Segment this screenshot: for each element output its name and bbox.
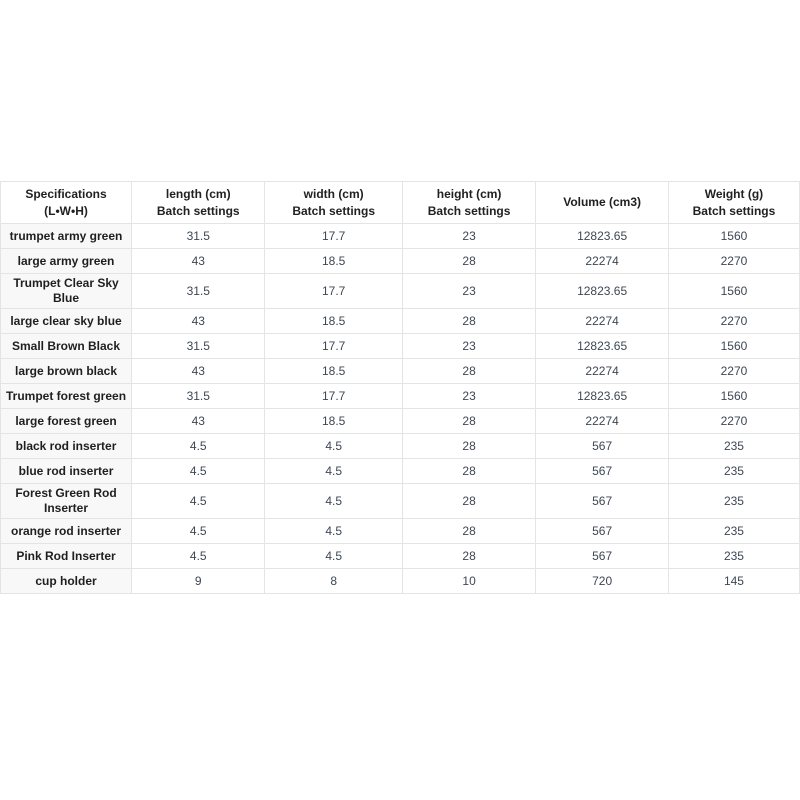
height-cell: 23 — [402, 334, 535, 359]
table-row — [1, 309, 800, 334]
weight-cell: 145 — [668, 569, 799, 594]
volume-cell: 12823.65 — [536, 334, 669, 359]
length-cell: 31.5 — [132, 224, 265, 249]
volume-cell: 567 — [536, 544, 669, 569]
column-header-length — [132, 182, 265, 224]
specifications-table-container — [0, 181, 800, 594]
spec-name-cell: trumpet army green — [1, 224, 132, 249]
height-cell: 28 — [402, 359, 535, 384]
weight-cell: 235 — [668, 484, 799, 519]
table-row — [1, 249, 800, 274]
header-label: Weight (g) — [704, 187, 764, 202]
width-cell: 4.5 — [265, 434, 402, 459]
width-cell: 18.5 — [265, 359, 402, 384]
height-cell: 28 — [402, 434, 535, 459]
spec-name-cell: large army green — [1, 249, 132, 274]
height-cell: 28 — [402, 309, 535, 334]
weight-cell: 1560 — [668, 274, 799, 309]
spec-name-cell: Forest Green Rod Inserter — [1, 484, 132, 519]
volume-cell: 12823.65 — [536, 224, 669, 249]
volume-cell: 720 — [536, 569, 669, 594]
length-cell: 43 — [132, 309, 265, 334]
header-label: Volume (cm3) — [563, 195, 641, 210]
header-sublabel: Batch settings — [692, 203, 776, 218]
header-label: width (cm) — [303, 187, 364, 202]
table-body — [1, 224, 800, 594]
spec-name-cell: Small Brown Black — [1, 334, 132, 359]
width-cell: 17.7 — [265, 224, 402, 249]
length-cell: 31.5 — [132, 274, 265, 309]
header-label: Specifications (L•W•H) — [25, 187, 107, 218]
spec-name-cell: large clear sky blue — [1, 309, 132, 334]
height-cell: 28 — [402, 459, 535, 484]
column-header-volume — [536, 182, 669, 224]
length-cell: 4.5 — [132, 519, 265, 544]
height-cell: 28 — [402, 484, 535, 519]
weight-cell: 2270 — [668, 249, 799, 274]
weight-cell: 1560 — [668, 334, 799, 359]
volume-cell: 567 — [536, 434, 669, 459]
width-cell: 4.5 — [265, 484, 402, 519]
spec-name-cell: cup holder — [1, 569, 132, 594]
spec-name-cell: Trumpet forest green — [1, 384, 132, 409]
table-row — [1, 544, 800, 569]
volume-cell: 12823.65 — [536, 384, 669, 409]
length-cell: 43 — [132, 359, 265, 384]
column-header-height — [402, 182, 535, 224]
spec-name-cell: large brown black — [1, 359, 132, 384]
volume-cell: 12823.65 — [536, 274, 669, 309]
volume-cell: 22274 — [536, 409, 669, 434]
table-row — [1, 434, 800, 459]
length-cell: 4.5 — [132, 434, 265, 459]
header-row — [1, 182, 800, 224]
volume-cell: 567 — [536, 459, 669, 484]
spec-name-cell: Trumpet Clear Sky Blue — [1, 274, 132, 309]
length-cell: 31.5 — [132, 384, 265, 409]
weight-cell: 2270 — [668, 309, 799, 334]
header-sublabel: Batch settings — [292, 203, 375, 218]
weight-cell: 2270 — [668, 409, 799, 434]
header-label: length (cm) — [165, 187, 231, 202]
volume-cell: 567 — [536, 519, 669, 544]
height-cell: 23 — [402, 384, 535, 409]
length-cell: 4.5 — [132, 484, 265, 519]
volume-cell: 22274 — [536, 309, 669, 334]
height-cell: 23 — [402, 274, 535, 309]
width-cell: 4.5 — [265, 519, 402, 544]
width-cell: 17.7 — [265, 334, 402, 359]
table-row — [1, 459, 800, 484]
table-row — [1, 359, 800, 384]
spec-name-cell: large forest green — [1, 409, 132, 434]
width-cell: 17.7 — [265, 274, 402, 309]
height-cell: 23 — [402, 224, 535, 249]
length-cell: 43 — [132, 409, 265, 434]
height-cell: 28 — [402, 544, 535, 569]
table-row — [1, 409, 800, 434]
width-cell: 18.5 — [265, 309, 402, 334]
weight-cell: 1560 — [668, 224, 799, 249]
length-cell: 4.5 — [132, 544, 265, 569]
weight-cell: 1560 — [668, 384, 799, 409]
width-cell: 17.7 — [265, 384, 402, 409]
length-cell: 31.5 — [132, 334, 265, 359]
spec-name-cell: blue rod inserter — [1, 459, 132, 484]
column-header-width — [265, 182, 402, 224]
table-row — [1, 569, 800, 594]
table-row — [1, 519, 800, 544]
height-cell: 28 — [402, 249, 535, 274]
header-sublabel: Batch settings — [156, 203, 240, 218]
spec-name-cell: black rod inserter — [1, 434, 132, 459]
spec-name-cell: Pink Rod Inserter — [1, 544, 132, 569]
spec-name-cell: orange rod inserter — [1, 519, 132, 544]
specifications-table — [0, 181, 800, 594]
width-cell: 4.5 — [265, 459, 402, 484]
width-cell: 18.5 — [265, 249, 402, 274]
header-sublabel: Batch settings — [427, 203, 511, 218]
width-cell: 18.5 — [265, 409, 402, 434]
height-cell: 28 — [402, 519, 535, 544]
volume-cell: 22274 — [536, 359, 669, 384]
column-header-specifications — [1, 182, 132, 224]
table-row — [1, 384, 800, 409]
weight-cell: 2270 — [668, 359, 799, 384]
width-cell: 4.5 — [265, 544, 402, 569]
volume-cell: 567 — [536, 484, 669, 519]
column-header-weight — [668, 182, 799, 224]
table-row — [1, 224, 800, 249]
width-cell: 8 — [265, 569, 402, 594]
table-row — [1, 484, 800, 519]
weight-cell: 235 — [668, 459, 799, 484]
height-cell: 10 — [402, 569, 535, 594]
table-row — [1, 334, 800, 359]
weight-cell: 235 — [668, 544, 799, 569]
table-row — [1, 274, 800, 309]
length-cell: 9 — [132, 569, 265, 594]
height-cell: 28 — [402, 409, 535, 434]
volume-cell: 22274 — [536, 249, 669, 274]
length-cell: 43 — [132, 249, 265, 274]
length-cell: 4.5 — [132, 459, 265, 484]
weight-cell: 235 — [668, 519, 799, 544]
weight-cell: 235 — [668, 434, 799, 459]
header-label: height (cm) — [436, 187, 502, 202]
